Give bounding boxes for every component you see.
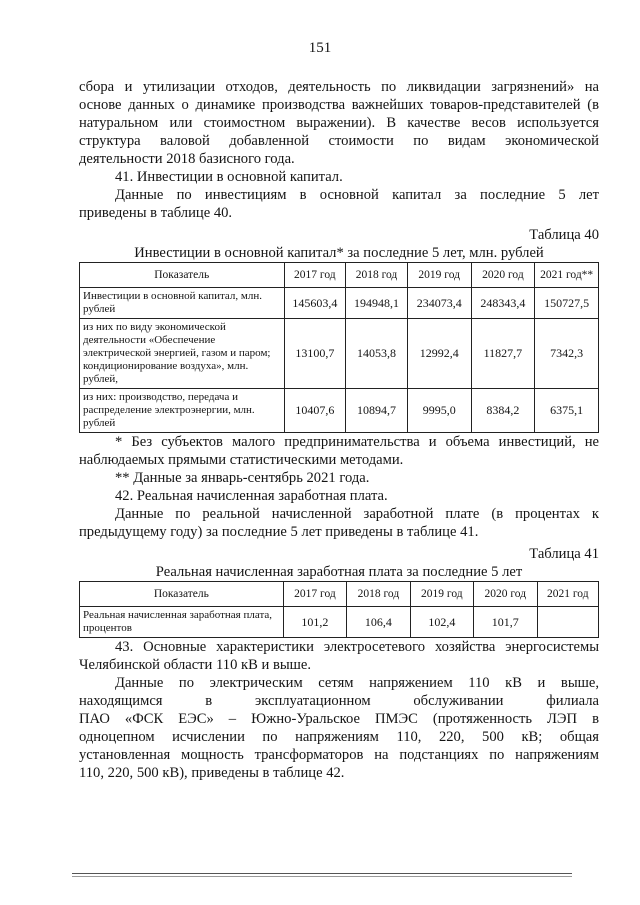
table-header: Показатель [80, 263, 285, 288]
table-cell: 101,7 [474, 607, 537, 638]
table-cell: 13100,7 [284, 319, 346, 389]
table-row [80, 288, 599, 319]
table-cell: 7342,3 [535, 319, 599, 389]
paragraph-line: установленная мощность трансформаторов на подстанциях по напряжениям [79, 747, 599, 763]
table-header: 2020 год [471, 263, 535, 288]
table-cell: 194948,1 [346, 288, 408, 319]
table-header: 2018 год [347, 582, 410, 607]
paragraph-line: 110, 220, 500 кВ), приведены в таблице 42. [79, 765, 345, 781]
table-cell: 145603,4 [284, 288, 346, 319]
table-header: 2018 год [346, 263, 408, 288]
paragraph-line: ПАО «ФСК ЕЭС» – Южно-Уральское ПМЭС (протяженность ЛЭП в [79, 711, 599, 727]
table-header: 2019 год [407, 263, 471, 288]
table-header: 2020 год [474, 582, 537, 607]
footer-divider [72, 873, 572, 874]
section-heading-43: 43. Основные характеристики электросетевого хозяйства энергосистемы [115, 639, 599, 655]
document-body [79, 78, 599, 782]
table-header: Показатель [80, 582, 284, 607]
table-row [80, 319, 599, 389]
table-header: 2021 год** [535, 263, 599, 288]
table-cell: 11827,7 [471, 319, 535, 389]
table-cell: из них: производство, передача и распределение электроэнергии, млн. рублей [80, 389, 285, 433]
paragraph-line: предыдущему году) за последние 5 лет приведены в таблице 41. [79, 524, 479, 540]
table-cell: 10407,6 [284, 389, 346, 433]
table-row [80, 389, 599, 433]
paragraph-line: структура валовой добавленной стоимости по видам экономической [79, 133, 599, 149]
table-cell: 10894,7 [346, 389, 408, 433]
paragraph-line: основе данных о динамике производства важнейших товаров-представителей (в [79, 97, 599, 113]
footer-divider [72, 876, 572, 877]
paragraph-line: Данные по инвестициям в основной капитал за последние 5 лет [115, 187, 599, 203]
paragraph-line: сбора и утилизации отходов, деятельность по ликвидации загрязнений» на [79, 79, 599, 95]
table-41 [79, 581, 599, 638]
table-40-title: Инвестиции в основной капитал* за последние 5 лет, млн. рублей [134, 245, 544, 261]
section-heading-42: 42. Реальная начисленная заработная плата. [115, 488, 388, 504]
table-cell: 106,4 [347, 607, 410, 638]
table-cell: 101,2 [283, 607, 346, 638]
paragraph-line: находящимся в эксплуатационном обслуживании филиала [79, 693, 599, 709]
paragraph-line: Данные по электрическим сетям напряжением 110 кВ и выше, [115, 675, 599, 691]
paragraph-line: Данные по реальной начисленной заработной плате (в процентах к [115, 506, 599, 522]
table-cell: 248343,4 [471, 288, 535, 319]
section-heading-41: 41. Инвестиции в основной капитал. [115, 169, 343, 185]
table-40 [79, 262, 599, 433]
table-row [80, 607, 599, 638]
paragraph-line: натуральном или стоимостном выражении). В качестве весов используется [79, 115, 599, 131]
section-heading-43-cont: Челябинской области 110 кВ и выше. [79, 657, 312, 673]
table-41-title: Реальная начисленная заработная плата за последние 5 лет [155, 564, 523, 580]
table-header: 2017 год [283, 582, 346, 607]
table-cell: Инвестиции в основной капитал, млн. рублей [80, 288, 285, 319]
paragraph-line: приведены в таблице 40. [79, 205, 233, 221]
table-cell [537, 607, 598, 638]
table-header-row [80, 263, 599, 288]
table-cell: 14053,8 [346, 319, 408, 389]
page-number: 151 [308, 40, 332, 56]
footnote-line: ** Данные за январь-сентябрь 2021 года. [115, 470, 370, 486]
footnote-line: * Без субъектов малого предпринимательства и объема инвестиций, не [115, 434, 599, 450]
footnote-line: наблюдаемых прямыми статистическими методами. [79, 452, 404, 468]
paragraph-line: деятельности 2018 базисного года. [79, 151, 295, 167]
table-cell: 6375,1 [535, 389, 599, 433]
table-cell: 234073,4 [407, 288, 471, 319]
table-header-row [80, 582, 599, 607]
table-41-label: Таблица 41 [529, 546, 599, 562]
table-header: 2017 год [284, 263, 346, 288]
table-cell: из них по виду экономической деятельности «Обеспечение электрической энергией, газом и паром; кондиционирование воздуха», млн. рублей, [80, 319, 285, 389]
table-cell: 12992,4 [407, 319, 471, 389]
paragraph-line: одноцепном исчислении по напряжениям 110, 220, 500 кВ; общая [79, 729, 599, 745]
table-cell: Реальная начисленная заработная плата, процентов [80, 607, 284, 638]
table-40-label: Таблица 40 [529, 227, 599, 243]
table-cell: 8384,2 [471, 389, 535, 433]
table-cell: 102,4 [410, 607, 473, 638]
table-header: 2021 год [537, 582, 598, 607]
table-header: 2019 год [410, 582, 473, 607]
table-cell: 150727,5 [535, 288, 599, 319]
table-cell: 9995,0 [407, 389, 471, 433]
